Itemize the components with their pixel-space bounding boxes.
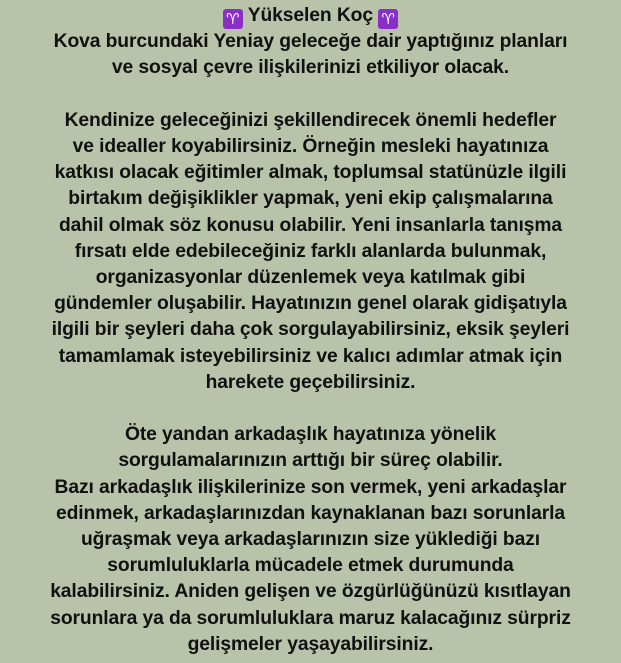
text-line: ve sosyal çevre ilişkilerinizi etkiliyor olacak.: [111, 57, 510, 79]
text-line: Kova burcundaki Yeniay geleceğe dair yaptığınız planları: [53, 31, 568, 53]
text-line: organizasyonlar düzenlemek veya katılmak gibi: [95, 267, 526, 289]
text-line: Bazı arkadaşlık ilişkilerinize son vermek, yeni arkadaşlar: [54, 476, 567, 498]
text-line: harekete geçebilirsiniz.: [205, 371, 416, 393]
aries-icon: ♈: [223, 9, 243, 29]
text-line: fırsatı elde edebileceğiniz farklı alanlarda bulunmak,: [74, 240, 547, 262]
text-line: Kendinize geleceğinizi şekillendirecek önemli hedefler: [64, 109, 557, 131]
paragraph-gap: [8, 396, 613, 422]
paragraph-gap: [8, 82, 613, 108]
text-line: sorgulamalarınızın arttığı bir süreç olabilir.: [118, 450, 503, 472]
text-line: sorumluluklarla mücadele etmek durumunda: [107, 555, 514, 577]
text-line: sorunlara ya da sorumluluklara maruz kalacağınız sürpriz: [50, 607, 571, 629]
text-line: kalabilirsiniz. Aniden gelişen ve özgürlüğünüzü kısıtlayan: [50, 581, 571, 603]
text-line: uğraşmak veya arkadaşlarınızın size yüklediği bazı: [80, 529, 541, 551]
text-line: dahil olmak söz konusu olabilir. Yeni insanlarla tanışma: [58, 214, 563, 236]
title-row: [8, 3, 613, 29]
text-line: Öte yandan arkadaşlık hayatınıza yönelik: [124, 424, 497, 446]
text-line: edinmek, arkadaşlarınızdan kaynaklanan bazı sorunlarla: [56, 502, 565, 524]
text-line: gelişmeler yaşayabilirsiniz.: [187, 633, 434, 655]
text-line: katkısı olacak eğitimler almak, toplumsal statünüzle ilgili: [54, 162, 567, 184]
text-line: gündemler oluşabilir. Hayatınızın genel olarak gidişatıyla: [54, 293, 567, 315]
text-line: ilgili bir şeyleri daha çok sorgulayabilirsiniz, eksik şeyleri: [51, 319, 570, 341]
text-line: ve idealler koyabilirsiniz. Örneğin mesleki hayatınıza: [72, 136, 549, 157]
paragraph-friendships: [8, 422, 613, 658]
text-line: birtakım değişiklikler yapmak, yeni ekip çalışmalarına: [68, 188, 553, 210]
title-text: Yükselen Koç: [247, 5, 373, 26]
paragraph-goals: [8, 108, 613, 396]
aries-icon: ♈: [378, 9, 398, 29]
text-line: tamamlamak isteyebilirsiniz ve kalıcı adımlar atmak için: [58, 345, 563, 367]
paragraph-intro: [8, 29, 613, 81]
